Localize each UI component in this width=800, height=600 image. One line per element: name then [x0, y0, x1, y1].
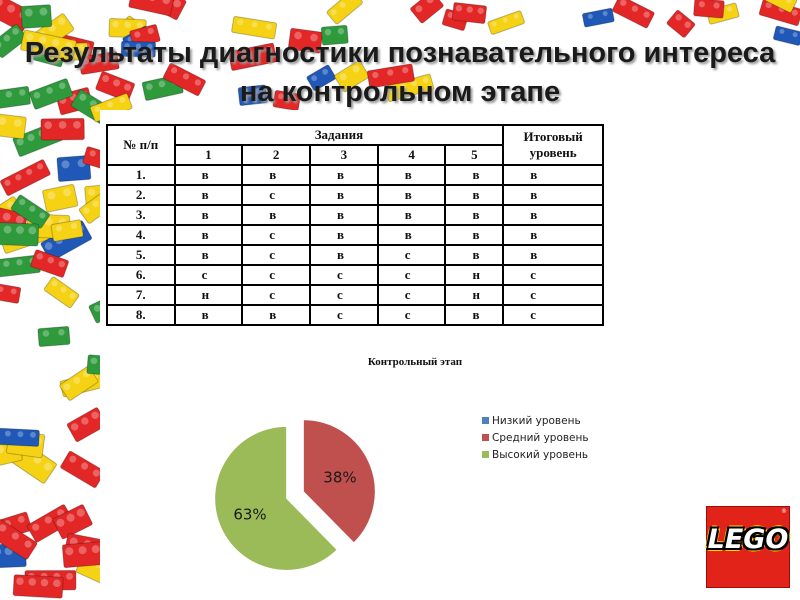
lego-brick — [0, 114, 26, 139]
task-cell: в — [378, 185, 446, 205]
task-number: 1 — [175, 145, 243, 165]
legend-swatch — [482, 417, 489, 424]
task-cell: в — [310, 245, 378, 265]
lego-brick — [62, 542, 103, 568]
lego-brick — [582, 8, 614, 27]
result-cell: с — [503, 265, 603, 285]
result-cell: с — [503, 305, 603, 325]
lego-brick — [128, 0, 174, 16]
pie-chart — [200, 400, 400, 580]
result-cell: в — [503, 205, 603, 225]
legend-swatch — [482, 451, 489, 458]
legend-item-low — [482, 412, 589, 429]
task-cell: н — [445, 265, 503, 285]
task-cell: в — [175, 185, 243, 205]
lego-brick — [38, 326, 70, 346]
slide-title-line-2: на контрольном этапе — [239, 76, 561, 108]
task-cell: в — [378, 205, 446, 225]
lego-brick — [693, 0, 724, 18]
legend-item-medium — [482, 429, 589, 446]
task-number: 3 — [310, 145, 378, 165]
table-row — [107, 165, 603, 185]
task-cell: в — [445, 165, 503, 185]
lego-brick — [0, 222, 39, 246]
row-number: 4. — [107, 225, 175, 245]
slide-title-line-1: Результаты диагностики познавательного интереса — [24, 37, 776, 69]
lego-brick — [410, 0, 444, 24]
result-cell: с — [503, 285, 603, 305]
header-result-line-1: Итоговый — [523, 129, 583, 144]
row-number: 8. — [107, 305, 175, 325]
task-cell: в — [175, 225, 243, 245]
task-cell: в — [242, 205, 310, 225]
task-cell: в — [242, 165, 310, 185]
task-cell: с — [242, 245, 310, 265]
registered-mark: ® — [781, 508, 787, 515]
header-num: № п/п — [107, 125, 175, 165]
task-cell: с — [242, 285, 310, 305]
task-number: 4 — [378, 145, 446, 165]
table-header-row — [107, 125, 603, 145]
row-number: 2. — [107, 185, 175, 205]
result-cell: в — [503, 185, 603, 205]
task-cell: в — [175, 305, 243, 325]
lego-brick — [0, 428, 39, 447]
task-cell: с — [310, 285, 378, 305]
table-row — [107, 205, 603, 225]
task-cell: с — [242, 225, 310, 245]
task-cell: с — [378, 245, 446, 265]
legend-label: Высокий уровень — [492, 448, 589, 461]
slice-label: 63% — [233, 505, 267, 524]
task-cell: в — [242, 305, 310, 325]
task-cell: с — [310, 305, 378, 325]
row-number: 3. — [107, 205, 175, 225]
table-row — [107, 265, 603, 285]
lego-brick — [44, 276, 80, 308]
legend-label: Низкий уровень — [492, 414, 581, 427]
header-tasks: Задания — [175, 125, 504, 145]
table-row — [107, 185, 603, 205]
lego-logo-text: LEGO — [707, 524, 789, 555]
lego-brick — [60, 451, 105, 489]
result-cell: в — [503, 225, 603, 245]
lego-brick — [0, 281, 21, 303]
lego-brick — [21, 5, 52, 29]
task-cell: в — [310, 185, 378, 205]
task-cell: в — [175, 165, 243, 185]
task-cell: в — [378, 225, 446, 245]
task-cell: в — [445, 305, 503, 325]
chart-title: Контрольный этап — [367, 356, 463, 368]
legend-swatch — [482, 434, 489, 441]
task-cell: н — [175, 285, 243, 305]
row-number: 7. — [107, 285, 175, 305]
task-cell: в — [310, 165, 378, 185]
chart-legend — [482, 412, 589, 463]
slice-label: 38% — [323, 468, 357, 487]
table-row — [107, 305, 603, 325]
task-number: 2 — [242, 145, 310, 165]
task-cell: н — [445, 285, 503, 305]
lego-logo — [706, 506, 790, 588]
task-cell: с — [378, 305, 446, 325]
lego-brick — [612, 0, 655, 29]
task-cell: в — [378, 165, 446, 185]
legend-item-high — [482, 446, 589, 463]
task-cell: в — [445, 245, 503, 265]
task-cell: с — [242, 185, 310, 205]
lego-brick — [41, 118, 85, 140]
task-cell: с — [242, 265, 310, 285]
task-cell: с — [378, 265, 446, 285]
task-cell: в — [175, 245, 243, 265]
row-number: 5. — [107, 245, 175, 265]
task-cell: с — [310, 265, 378, 285]
table-row — [107, 285, 603, 305]
table-row — [107, 225, 603, 245]
task-cell: с — [175, 265, 243, 285]
lego-brick — [487, 10, 525, 35]
legend-label: Средний уровень — [492, 431, 589, 444]
lego-brick — [13, 575, 63, 599]
task-cell: в — [445, 205, 503, 225]
slide-title — [0, 34, 800, 112]
task-cell: в — [445, 185, 503, 205]
table-row — [107, 245, 603, 265]
task-cell: в — [310, 205, 378, 225]
result-cell: в — [503, 245, 603, 265]
header-result — [503, 125, 603, 165]
lego-brick — [42, 184, 78, 212]
lego-brick — [452, 2, 487, 23]
task-cell: с — [378, 285, 446, 305]
task-cell: в — [310, 225, 378, 245]
task-cell: в — [175, 205, 243, 225]
header-result-line-2: уровень — [529, 145, 577, 160]
task-number: 5 — [445, 145, 503, 165]
result-cell: в — [503, 165, 603, 185]
diagnostics-table — [106, 124, 604, 326]
lego-brick — [326, 0, 363, 25]
task-cell: в — [445, 225, 503, 245]
row-number: 6. — [107, 265, 175, 285]
row-number: 1. — [107, 165, 175, 185]
